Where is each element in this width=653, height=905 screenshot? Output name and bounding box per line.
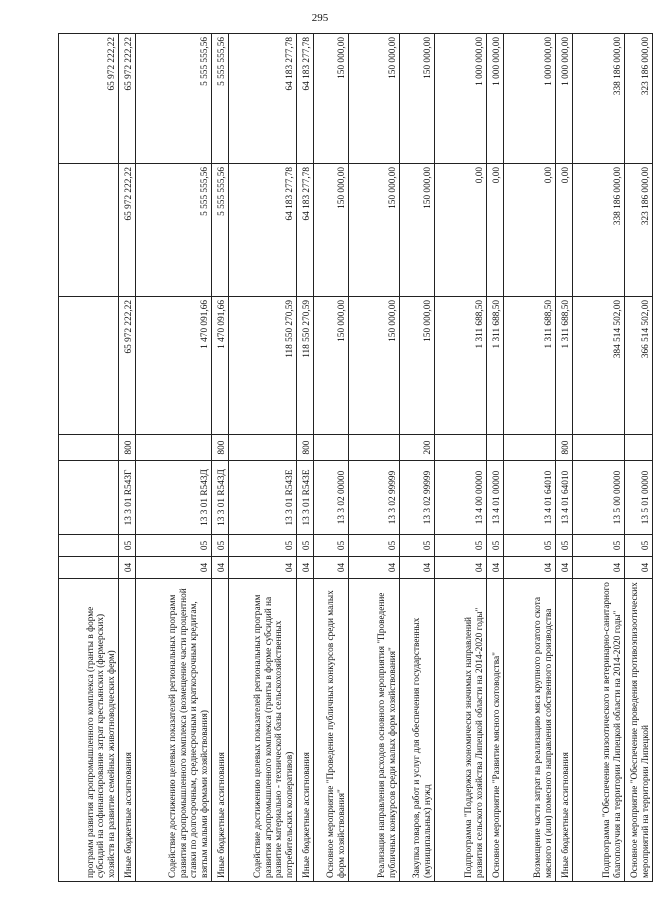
table-row <box>400 34 435 882</box>
expense-type-cell <box>229 435 297 461</box>
expense-type-cell <box>487 435 504 461</box>
row-name-cell: Содействие достижению целевых показателей региональных программ развития агропромышленного комплекса (гранты в форме субсидий на развитие материально - технической базы сельскохозяйственных потребительских кооперативов) <box>229 579 297 882</box>
subsection-code-cell: 05 <box>212 535 229 557</box>
section-code-cell: 04 <box>314 557 349 579</box>
table-row <box>119 34 136 882</box>
amount-year3-cell: 323 186 000,00 <box>625 34 653 164</box>
target-article-cell: 13 3 01 R543Д <box>136 461 212 535</box>
amount-year3-cell: 150 000,00 <box>314 34 349 164</box>
expense-type-cell: 200 <box>400 435 435 461</box>
row-name-cell: Иные бюджетные ассигнования <box>297 579 314 882</box>
table-row <box>504 34 556 882</box>
amount-year1-cell <box>59 297 119 435</box>
amount-year3-cell: 1 000 000,00 <box>556 34 573 164</box>
amount-year3-cell: 1 000 000,00 <box>487 34 504 164</box>
expense-type-cell <box>504 435 556 461</box>
table-row <box>297 34 314 882</box>
section-code-cell: 04 <box>625 557 653 579</box>
row-name-cell: Подпрограмма "Поддержка экономически значимых направлений развития сельского хозяйства Липецкой области на 2014-2020 годы" <box>435 579 487 882</box>
subsection-code-cell: 05 <box>556 535 573 557</box>
section-code-cell <box>59 557 119 579</box>
row-name-cell: Иные бюджетные ассигнования <box>556 579 573 882</box>
amount-year1-cell: 1 311 688,50 <box>504 297 556 435</box>
amount-year2-cell: 150 000,00 <box>314 164 349 297</box>
section-code-cell: 04 <box>435 557 487 579</box>
amount-year2-cell <box>59 164 119 297</box>
subsection-code-cell: 05 <box>625 535 653 557</box>
subsection-code-cell: 05 <box>136 535 212 557</box>
row-name-cell: Основное мероприятие "Проведение публичных конкурсов среди малых форм хозяйствования" <box>314 579 349 882</box>
row-name-cell: Основное мероприятие "Развитие мясного скотоводства" <box>487 579 504 882</box>
amount-year3-cell: 150 000,00 <box>349 34 400 164</box>
amount-year1-cell: 384 514 502,00 <box>573 297 625 435</box>
amount-year1-cell: 1 470 091,66 <box>136 297 212 435</box>
rotated-table-container <box>58 34 651 882</box>
row-name-cell: программ развития агропромышленного комплекса (гранты в форме субсидий на софинансирование затрат крестьянских (фермерских) хозяйств на развитие семейных животноводческих ферм) <box>59 579 119 882</box>
expense-type-cell: 800 <box>212 435 229 461</box>
expense-type-cell: 800 <box>556 435 573 461</box>
target-article-cell: 13 3 01 R543Е <box>229 461 297 535</box>
expense-type-cell <box>573 435 625 461</box>
expense-type-cell <box>314 435 349 461</box>
subsection-code-cell: 05 <box>435 535 487 557</box>
section-code-cell: 04 <box>349 557 400 579</box>
amount-year1-cell: 366 514 502,00 <box>625 297 653 435</box>
amount-year1-cell: 118 550 270,59 <box>297 297 314 435</box>
amount-year3-cell: 64 183 277,78 <box>229 34 297 164</box>
table-row <box>59 34 119 882</box>
section-code-cell: 04 <box>136 557 212 579</box>
amount-year1-cell: 1 470 091,66 <box>212 297 229 435</box>
amount-year2-cell: 5 555 555,56 <box>136 164 212 297</box>
amount-year2-cell: 65 972 222,22 <box>119 164 136 297</box>
target-article-cell: 13 3 01 R543Д <box>212 461 229 535</box>
amount-year3-cell: 5 555 555,56 <box>212 34 229 164</box>
subsection-code-cell <box>59 535 119 557</box>
expense-type-cell: 800 <box>119 435 136 461</box>
section-code-cell: 04 <box>556 557 573 579</box>
row-name-cell: Закупка товаров, работ и услуг для обеспечения государственных (муниципальных) нужд <box>400 579 435 882</box>
expense-type-cell <box>136 435 212 461</box>
subsection-code-cell: 05 <box>504 535 556 557</box>
page-number: 295 <box>311 12 329 24</box>
amount-year1-cell: 1 311 688,50 <box>435 297 487 435</box>
row-name-cell: Иные бюджетные ассигнования <box>119 579 136 882</box>
amount-year2-cell: 64 183 277,78 <box>297 164 314 297</box>
row-name-cell: Возмещение части затрат на реализацию мяса крупного рогатого скота мясного и (или) помесного направления собственного производства <box>504 579 556 882</box>
rotated-table-frame <box>58 34 651 882</box>
row-name-cell: Содействие достижению целевых показателей региональных программ развития агропромышленного комплекса (возмещение части процентной ставки по долгосрочным, среднесрочным и краткосрочным кредитам, взятым малыми формами хозяйствования) <box>136 579 212 882</box>
table-row <box>573 34 625 882</box>
target-article-cell: 13 4 01 64010 <box>504 461 556 535</box>
amount-year1-cell: 150 000,00 <box>349 297 400 435</box>
target-article-cell: 13 3 01 R543Г <box>119 461 136 535</box>
amount-year3-cell: 338 186 000,00 <box>573 34 625 164</box>
expense-type-cell <box>349 435 400 461</box>
amount-year3-cell: 65 972 222,22 <box>59 34 119 164</box>
expense-type-cell <box>59 435 119 461</box>
target-article-cell <box>59 461 119 535</box>
section-code-cell: 04 <box>297 557 314 579</box>
subsection-code-cell: 05 <box>400 535 435 557</box>
amount-year1-cell: 65 972 222,22 <box>119 297 136 435</box>
amount-year1-cell: 150 000,00 <box>314 297 349 435</box>
amount-year2-cell: 150 000,00 <box>349 164 400 297</box>
section-code-cell: 04 <box>119 557 136 579</box>
table-row <box>625 34 653 882</box>
amount-year3-cell: 64 183 277,78 <box>297 34 314 164</box>
amount-year2-cell: 338 186 000,00 <box>573 164 625 297</box>
expense-type-cell <box>625 435 653 461</box>
amount-year2-cell: 0,00 <box>504 164 556 297</box>
row-name-cell: Подпрограмма "Обеспечение эпизоотического и ветеринарно-санитарного благополучия на территории Липецкой области на 2014-2020 годы" <box>573 579 625 882</box>
subsection-code-cell: 05 <box>573 535 625 557</box>
section-code-cell: 04 <box>487 557 504 579</box>
target-article-cell: 13 5 00 00000 <box>573 461 625 535</box>
amount-year1-cell: 1 311 688,50 <box>487 297 504 435</box>
subsection-code-cell: 05 <box>314 535 349 557</box>
amount-year2-cell: 150 000,00 <box>400 164 435 297</box>
target-article-cell: 13 3 02 00000 <box>314 461 349 535</box>
expense-type-cell <box>435 435 487 461</box>
row-name-cell: Реализация направления расходов основного мероприятия "Проведение публичных конкурсов среди малых форм хозяйствования" <box>349 579 400 882</box>
expense-type-cell: 800 <box>297 435 314 461</box>
section-code-cell: 04 <box>504 557 556 579</box>
section-code-cell: 04 <box>400 557 435 579</box>
budget-table <box>58 33 653 882</box>
amount-year3-cell: 1 000 000,00 <box>435 34 487 164</box>
amount-year3-cell: 5 555 555,56 <box>136 34 212 164</box>
subsection-code-cell: 05 <box>349 535 400 557</box>
table-row <box>435 34 487 882</box>
table-row <box>556 34 573 882</box>
target-article-cell: 13 3 02 99999 <box>400 461 435 535</box>
budget-table-body <box>59 34 653 882</box>
table-row <box>229 34 297 882</box>
amount-year2-cell: 0,00 <box>435 164 487 297</box>
subsection-code-cell: 05 <box>297 535 314 557</box>
amount-year2-cell: 64 183 277,78 <box>229 164 297 297</box>
amount-year2-cell: 323 186 000,00 <box>625 164 653 297</box>
amount-year3-cell: 65 972 222,22 <box>119 34 136 164</box>
amount-year1-cell: 150 000,00 <box>400 297 435 435</box>
target-article-cell: 13 4 01 00000 <box>487 461 504 535</box>
target-article-cell: 13 4 01 64010 <box>556 461 573 535</box>
row-name-cell: Основное мероприятие "Обеспечение проведения противоэпизоотических мероприятий на территории Липецкой <box>625 579 653 882</box>
table-row <box>212 34 229 882</box>
row-name-cell: Иные бюджетные ассигнования <box>212 579 229 882</box>
section-code-cell: 04 <box>229 557 297 579</box>
table-row <box>487 34 504 882</box>
table-row <box>314 34 349 882</box>
amount-year1-cell: 118 550 270,59 <box>229 297 297 435</box>
target-article-cell: 13 3 01 R543Е <box>297 461 314 535</box>
section-code-cell: 04 <box>573 557 625 579</box>
amount-year2-cell: 0,00 <box>487 164 504 297</box>
table-row <box>136 34 212 882</box>
table-row <box>349 34 400 882</box>
amount-year2-cell: 5 555 555,56 <box>212 164 229 297</box>
amount-year2-cell: 0,00 <box>556 164 573 297</box>
amount-year1-cell: 1 311 688,50 <box>556 297 573 435</box>
target-article-cell: 13 5 01 00000 <box>625 461 653 535</box>
subsection-code-cell: 05 <box>487 535 504 557</box>
section-code-cell: 04 <box>212 557 229 579</box>
target-article-cell: 13 4 00 00000 <box>435 461 487 535</box>
subsection-code-cell: 05 <box>229 535 297 557</box>
target-article-cell: 13 3 02 99999 <box>349 461 400 535</box>
subsection-code-cell: 05 <box>119 535 136 557</box>
amount-year3-cell: 150 000,00 <box>400 34 435 164</box>
amount-year3-cell: 1 000 000,00 <box>504 34 556 164</box>
